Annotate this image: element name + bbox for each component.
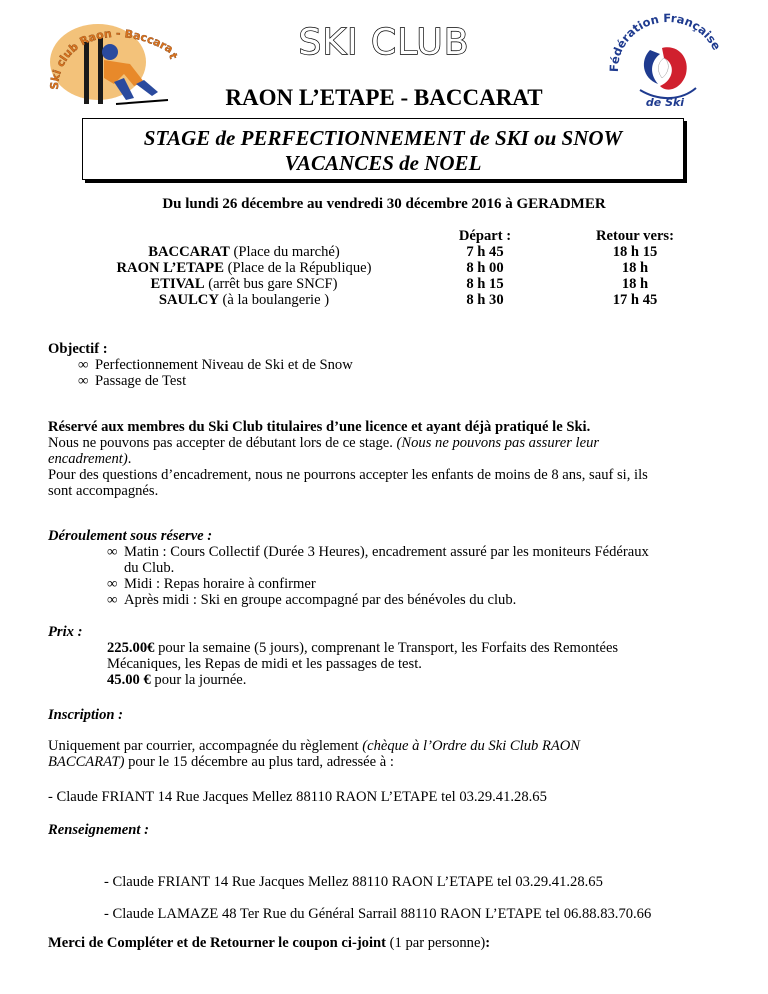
prix-title: Prix : (48, 624, 83, 640)
depart-header: Départ : (458, 228, 512, 244)
stage-dates: Du lundi 26 décembre au vendredi 30 décembre 2016 à GERADMER (162, 196, 606, 212)
svg-text:Ski club Raon - Baccarat: Ski club Raon - Baccarat (47, 26, 180, 91)
schedule-depart: 8 h 30 (466, 292, 504, 308)
prix-week: 225.00€ pour la semaine (5 jours), comprenant le Transport, les Forfaits des Remontées (107, 640, 619, 656)
schedule-place: ETIVAL (arrêt bus gare SNCF) (150, 276, 338, 292)
schedule-depart: 8 h 00 (466, 260, 504, 276)
club-title: SKI CLUB (298, 22, 470, 63)
bullet-icon: ∞ (107, 544, 118, 560)
svg-text:de Ski: de Ski (645, 96, 685, 109)
schedule-place: SAULCY (à la boulangerie ) (158, 292, 330, 308)
deroulement-item: ∞ Midi : Repas horaire à confirmer (107, 576, 316, 592)
coupon-notice: Merci de Compléter et de Retourner le coupon ci-joint (1 par personne): (48, 935, 491, 951)
schedule-depart: 8 h 15 (466, 276, 504, 292)
deroulement-item: ∞ Après midi : Ski en groupe accompagné par des bénévoles du club. (107, 592, 517, 608)
bullet-icon: ∞ (107, 592, 118, 608)
bullet-icon: ∞ (107, 576, 118, 592)
bullet-icon: ∞ (78, 373, 89, 389)
deroulement-title: Déroulement sous réserve : (48, 528, 213, 544)
reserve-notice: Réservé aux membres du Ski Club titulaires d’une licence et ayant déjà pratiqué le Ski. (48, 419, 591, 435)
bullet-icon: ∞ (78, 357, 89, 373)
inscription-text: BACCARAT) pour le 15 décembre au plus tard, adressée à : (48, 754, 394, 770)
club-subtitle: RAON L’ETAPE - BACCARAT (225, 85, 543, 110)
reserve-text: sont accompagnés. (48, 483, 159, 499)
schedule-return: 18 h (621, 276, 649, 292)
inscription-contact: - Claude FRIANT 14 Rue Jacques Mellez 88110 RAON L’ETAPE tel 03.29.41.28.65 (48, 789, 547, 805)
objectif-title: Objectif : (48, 341, 108, 357)
reserve-text: Nous ne pouvons pas accepter de débutant lors de ce stage. (Nous ne pouvons pas assurer leur (48, 435, 600, 451)
schedule-place: RAON L’ETAPE (Place de la République) (116, 260, 372, 276)
prix-day: 45.00 € pour la journée. (107, 672, 247, 688)
return-header: Retour vers: (596, 228, 674, 244)
stage-banner (82, 118, 684, 180)
inscription-title: Inscription : (48, 707, 124, 723)
schedule-return: 17 h 45 (612, 292, 658, 308)
inscription-text: Uniquement par courrier, accompagnée du règlement (chèque à l’Ordre du Ski Club RAON (48, 738, 581, 754)
reserve-text: Pour des questions d’encadrement, nous ne pourrons accepter les enfants de moins de 8 ans, sauf si, ils (48, 467, 648, 483)
schedule-return: 18 h 15 (612, 244, 658, 260)
schedule-place: BACCARAT (Place du marché) (148, 244, 340, 260)
svg-text:Fédération Française: Fédération Française (606, 10, 724, 73)
schedule-depart: 7 h 45 (466, 244, 504, 260)
renseignement-title: Renseignement : (48, 822, 149, 838)
objectif-item: ∞ Passage de Test (78, 373, 187, 389)
renseignement-contact: - Claude LAMAZE 48 Ter Rue du Général Sarrail 88110 RAON L’ETAPE tel 06.88.83.70.66 (104, 906, 652, 922)
reserve-text: encadrement). (48, 451, 132, 467)
deroulement-item: ∞ Matin : Cours Collectif (Durée 3 Heures), encadrement assuré par les moniteurs Fédéraux (107, 544, 649, 560)
schedule-return: 18 h (621, 260, 649, 276)
stage-banner-line2: VACANCES de NOEL (284, 151, 482, 175)
objectif-item: ∞ Perfectionnement Niveau de Ski et de Snow (78, 357, 353, 373)
prix-week-cont: Mécaniques, les Repas de midi et les passages de test. (107, 656, 422, 672)
stage-banner-line1: STAGE de PERFECTIONNEMENT de SKI ou SNOW (143, 126, 623, 150)
deroulement-item-cont: du Club. (124, 560, 175, 576)
renseignement-contact: - Claude FRIANT 14 Rue Jacques Mellez 88110 RAON L’ETAPE tel 03.29.41.28.65 (104, 874, 603, 890)
